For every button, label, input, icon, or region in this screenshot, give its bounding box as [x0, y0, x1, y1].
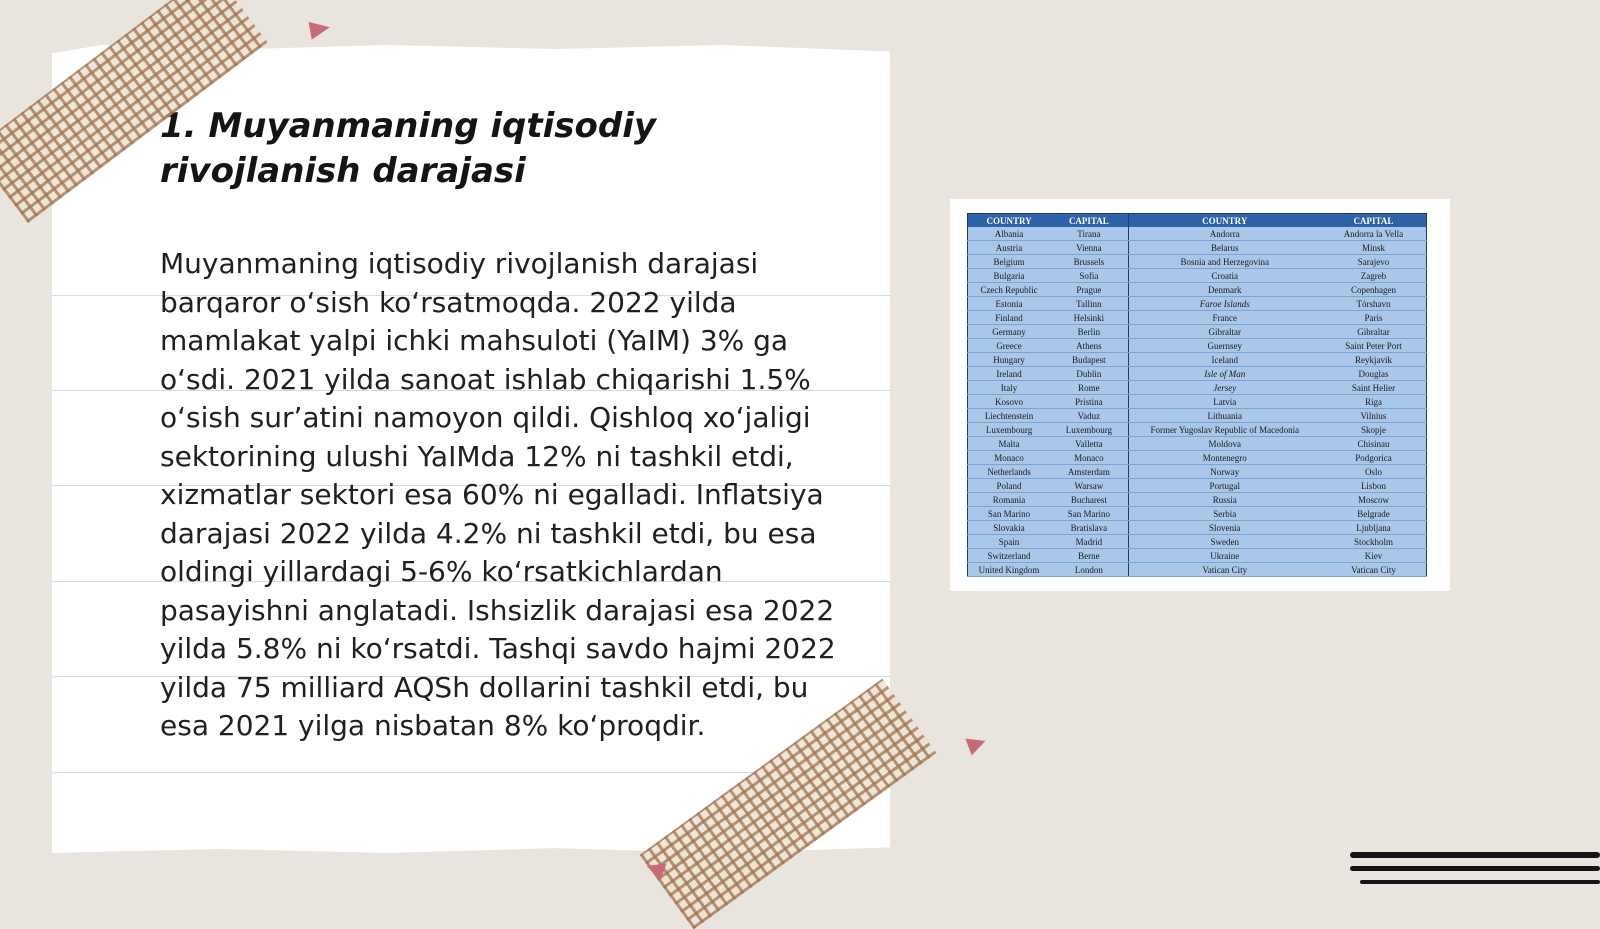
country-cell: Kosovo [968, 395, 1051, 409]
table-row [968, 255, 1427, 269]
capital-cell: Saint Peter Port [1321, 339, 1427, 353]
capital-cell: Helsinki [1050, 311, 1128, 325]
country-cell: France [1128, 311, 1321, 325]
country-cell: Guernsey [1128, 339, 1321, 353]
country-cell: Romania [968, 493, 1051, 507]
capital-cell: Prague [1050, 283, 1128, 297]
table-row [968, 479, 1427, 493]
capital-cell: Amsterdam [1050, 465, 1128, 479]
country-cell: Estonia [968, 297, 1051, 311]
capital-cell: San Marino [1050, 507, 1128, 521]
capital-cell: Chisinau [1321, 437, 1427, 451]
capital-cell: Dublin [1050, 367, 1128, 381]
capital-cell: London [1050, 563, 1128, 577]
country-cell: Poland [968, 479, 1051, 493]
table-row [968, 451, 1427, 465]
country-cell: Netherlands [968, 465, 1051, 479]
table-row [968, 227, 1427, 241]
capital-cell: Podgorica [1321, 451, 1427, 465]
table-header-country: COUNTRY [1128, 214, 1321, 228]
country-cell: Norway [1128, 465, 1321, 479]
country-cell: Italy [968, 381, 1051, 395]
capital-cell: Tórshavn [1321, 297, 1427, 311]
table-row [968, 325, 1427, 339]
capital-cell: Berlin [1050, 325, 1128, 339]
capital-cell: Saint Helier [1321, 381, 1427, 395]
capital-cell: Sarajevo [1321, 255, 1427, 269]
capital-cell: Reykjavik [1321, 353, 1427, 367]
table-row [968, 549, 1427, 563]
table-row [968, 437, 1427, 451]
capital-cell: Minsk [1321, 241, 1427, 255]
capital-cell: Tirana [1050, 227, 1128, 241]
table-row [968, 465, 1427, 479]
country-cell: Montenegro [1128, 451, 1321, 465]
brush-stroke-decoration [1350, 852, 1600, 858]
table-row [968, 353, 1427, 367]
country-cell: Slovenia [1128, 521, 1321, 535]
country-cell: Sweden [1128, 535, 1321, 549]
table-header-capital: CAPITAL [1321, 214, 1427, 228]
country-cell: Finland [968, 311, 1051, 325]
country-cell: Slovakia [968, 521, 1051, 535]
country-cell: Iceland [1128, 353, 1321, 367]
capital-cell: Vaduz [1050, 409, 1128, 423]
country-cell: Belgium [968, 255, 1051, 269]
capital-cell: Zagreb [1321, 269, 1427, 283]
country-cell: Czech Republic [968, 283, 1051, 297]
country-cell: Austria [968, 241, 1051, 255]
tape-end-decoration [965, 732, 988, 755]
country-cell: Luxembourg [968, 423, 1051, 437]
country-cell: Ukraine [1128, 549, 1321, 563]
capital-cell: Copenhagen [1321, 283, 1427, 297]
slide-title: 1. Muyanmaning iqtisodiy rivojlanish darajasi [160, 106, 657, 191]
country-cell: Former Yugoslav Republic of Macedonia [1128, 423, 1321, 437]
country-cell: Faroe Islands [1128, 297, 1321, 311]
capital-cell: Sofia [1050, 269, 1128, 283]
country-cell: Belarus [1128, 241, 1321, 255]
capital-cell: Luxembourg [1050, 423, 1128, 437]
country-cell: Greece [968, 339, 1051, 353]
capital-cell: Bucharest [1050, 493, 1128, 507]
table-row [968, 241, 1427, 255]
country-cell: Moldova [1128, 437, 1321, 451]
capital-cell: Monaco [1050, 451, 1128, 465]
table-body [968, 227, 1427, 577]
table-row [968, 493, 1427, 507]
capital-cell: Paris [1321, 311, 1427, 325]
table-row [968, 423, 1427, 437]
table-row [968, 563, 1427, 577]
table-header-capital: CAPITAL [1050, 214, 1128, 228]
table-row [968, 381, 1427, 395]
capital-cell: Gibraltar [1321, 325, 1427, 339]
country-cell: Monaco [968, 451, 1051, 465]
capital-cell: Andorra la Vella [1321, 227, 1427, 241]
table-row [968, 269, 1427, 283]
capital-cell: Bratislava [1050, 521, 1128, 535]
brush-stroke-decoration [1350, 866, 1600, 871]
country-cell: Ireland [968, 367, 1051, 381]
capital-cell: Lisbon [1321, 479, 1427, 493]
capital-cell: Tallinn [1050, 297, 1128, 311]
capital-cell: Riga [1321, 395, 1427, 409]
capital-cell: Berne [1050, 549, 1128, 563]
table-row [968, 297, 1427, 311]
capital-cell: Belgrade [1321, 507, 1427, 521]
capital-cell: Pristina [1050, 395, 1128, 409]
capital-cell: Rome [1050, 381, 1128, 395]
country-cell: Latvia [1128, 395, 1321, 409]
country-cell: Bosnia and Herzegovina [1128, 255, 1321, 269]
country-capital-table [967, 213, 1427, 577]
country-cell: Hungary [968, 353, 1051, 367]
country-cell: Gibraltar [1128, 325, 1321, 339]
country-cell: Bulgaria [968, 269, 1051, 283]
capital-cell: Madrid [1050, 535, 1128, 549]
table-row [968, 521, 1427, 535]
capital-cell: Skopje [1321, 423, 1427, 437]
country-cell: Denmark [1128, 283, 1321, 297]
country-cell: Vatican City [1128, 563, 1321, 577]
country-cell: Malta [968, 437, 1051, 451]
country-cell: Serbia [1128, 507, 1321, 521]
country-cell: Lithuania [1128, 409, 1321, 423]
capital-cell: Valletta [1050, 437, 1128, 451]
country-cell: Germany [968, 325, 1051, 339]
capital-cell: Kiev [1321, 549, 1427, 563]
country-cell: Albania [968, 227, 1051, 241]
capital-cell: Douglas [1321, 367, 1427, 381]
capital-cell: Stockholm [1321, 535, 1427, 549]
brush-stroke-decoration [1360, 880, 1600, 884]
table-row [968, 535, 1427, 549]
capital-cell: Brussels [1050, 255, 1128, 269]
table-row [968, 507, 1427, 521]
table-row [968, 339, 1427, 353]
table-row [968, 395, 1427, 409]
country-capital-table-image [950, 199, 1450, 591]
country-cell: Russia [1128, 493, 1321, 507]
table-row [968, 283, 1427, 297]
capital-cell: Warsaw [1050, 479, 1128, 493]
country-cell: Isle of Man [1128, 367, 1321, 381]
country-cell: Jersey [1128, 381, 1321, 395]
table-row [968, 311, 1427, 325]
country-cell: Portugal [1128, 479, 1321, 493]
country-cell: Andorra [1128, 227, 1321, 241]
capital-cell: Oslo [1321, 465, 1427, 479]
country-cell: United Kingdom [968, 563, 1051, 577]
capital-cell: Vatican City [1321, 563, 1427, 577]
country-cell: Switzerland [968, 549, 1051, 563]
capital-cell: Vilnius [1321, 409, 1427, 423]
slide-body-text: Muyanmaning iqtisodiy rivojlanish darajasi barqaror o‘sish ko‘rsatmoqda. 2022 yilda mamlakat yalpi ichki mahsuloti (YaIM) 3% ga o‘sdi. 2021 yilda sanoat ishlab chiqarishi 1.5% o‘sish sur’atini namoyon qildi. Qishloq xo‘jaligi sektorining ulushi YaIMda 12% ni tashkil etdi, xizmatlar sektori esa 60% ni egalladi. Inflatsiya darajasi 2022 yilda 4.2% ni tashkil etdi, bu esa oldingi yillardagi 5-6% ko‘rsatkichlardan pasayishni anglatadi. Ishsizlik darajasi esa 2022 yilda 5.8% ni ko‘rsatdi. Tashqi savdo hajmi 2022 yilda 75 milliard AQSh dollarini tashkil etdi, bu esa 2021 yilga nisbatan 8% ko‘proqdir. [160, 247, 836, 742]
capital-cell: Budapest [1050, 353, 1128, 367]
tape-end-decoration [309, 18, 332, 39]
capital-cell: Ljubljana [1321, 521, 1427, 535]
capital-cell: Moscow [1321, 493, 1427, 507]
country-cell: Liechtenstein [968, 409, 1051, 423]
table-header-row [968, 214, 1427, 228]
table-row [968, 409, 1427, 423]
country-cell: Spain [968, 535, 1051, 549]
table-row [968, 367, 1427, 381]
country-cell: San Marino [968, 507, 1051, 521]
capital-cell: Vienna [1050, 241, 1128, 255]
country-cell: Croatia [1128, 269, 1321, 283]
capital-cell: Athens [1050, 339, 1128, 353]
table-header-country: COUNTRY [968, 214, 1051, 228]
